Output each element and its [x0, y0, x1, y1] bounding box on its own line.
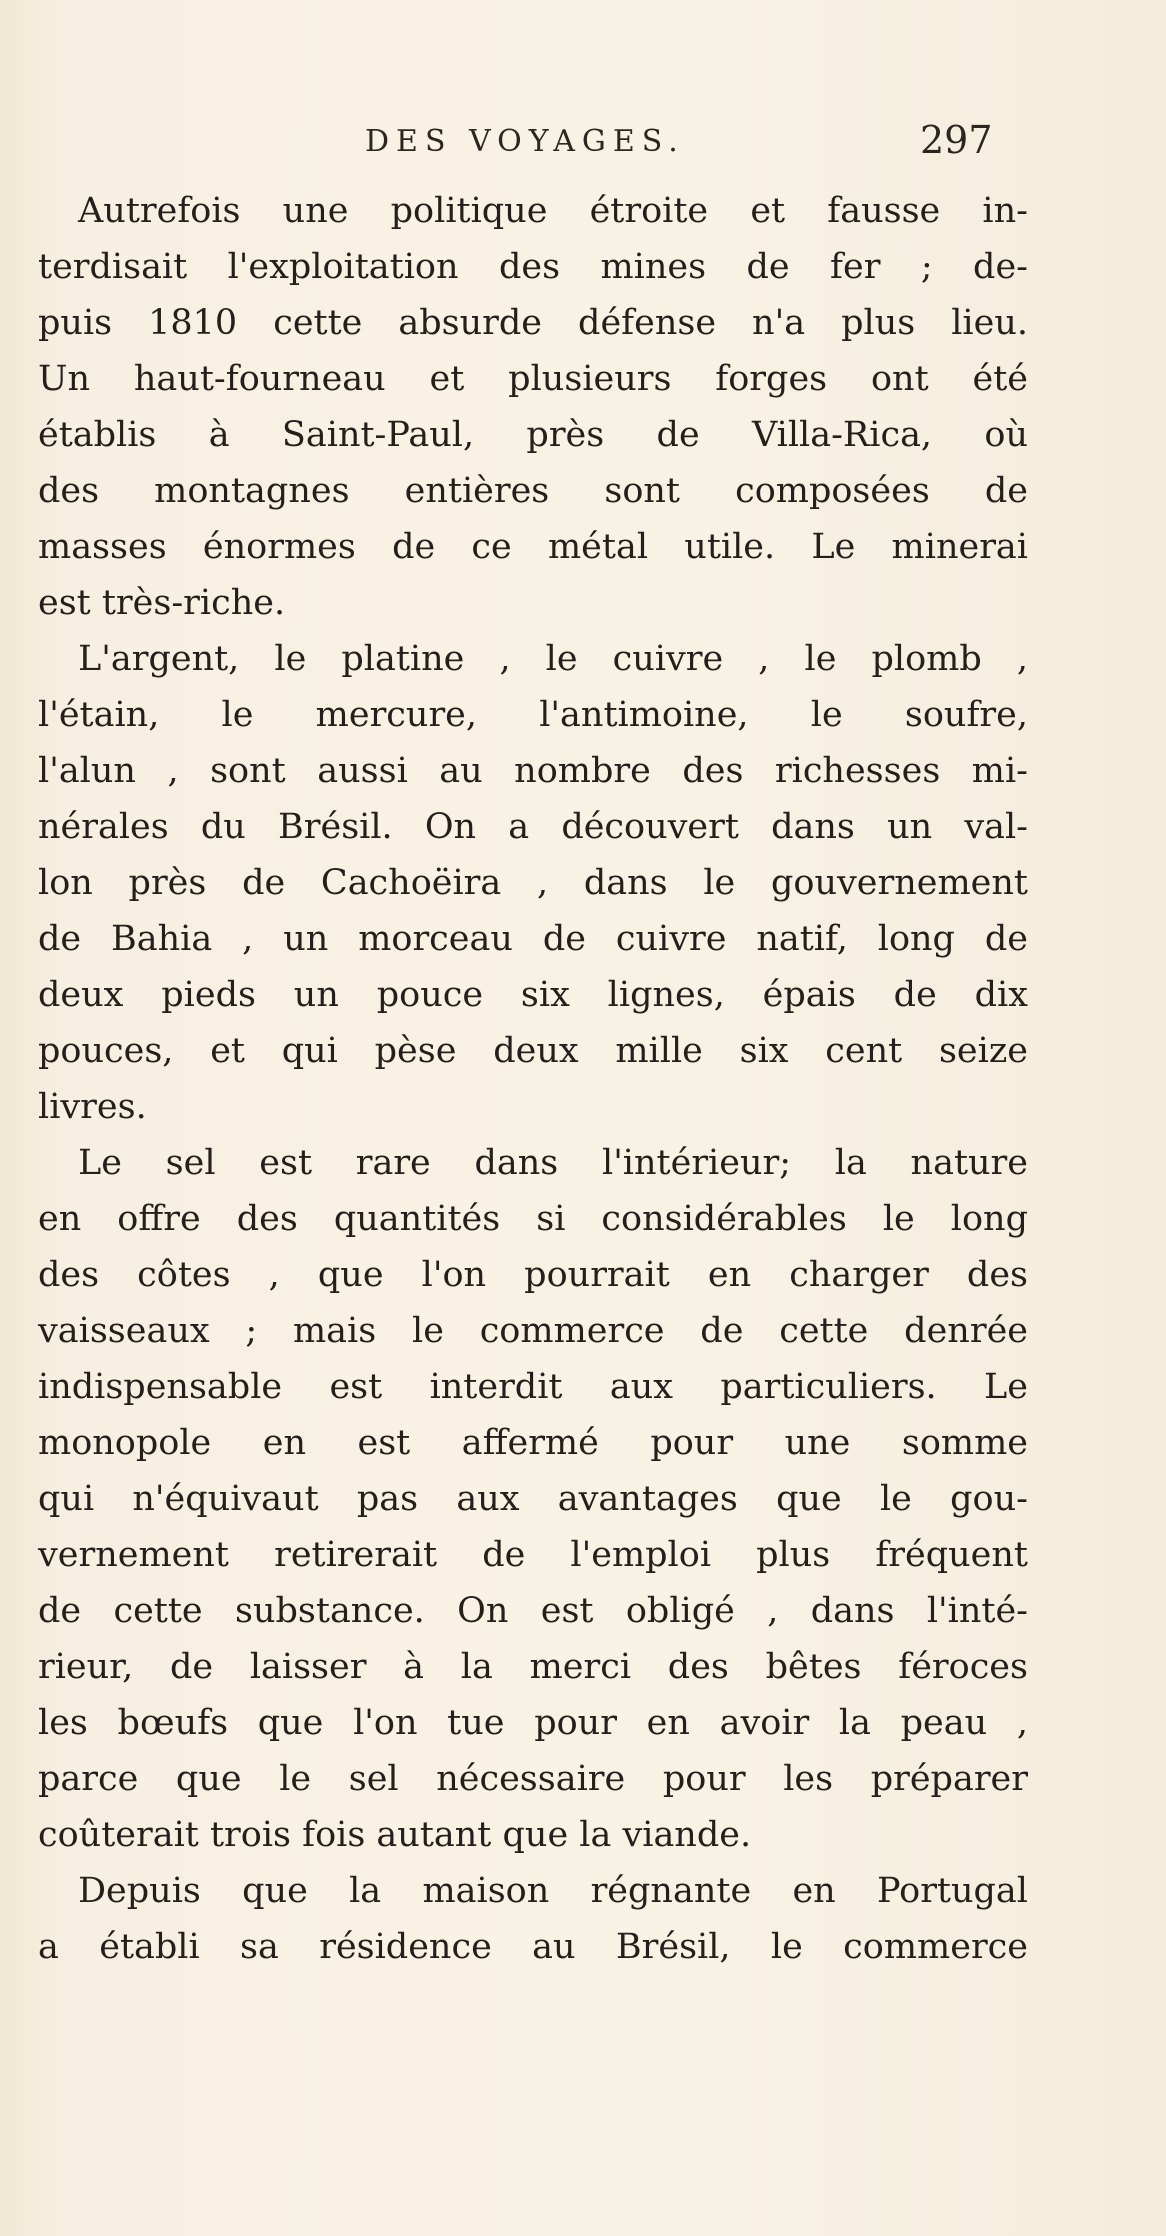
page-number: 297 [920, 118, 993, 162]
text-line: Depuis que la maison régnante en Portugal [78, 1871, 1028, 1911]
text-line: Autrefois une politique étroite et fausse in- [78, 191, 1028, 231]
text-line: a établi sa résidence au Brésil, le commerce [38, 1927, 1028, 1967]
text-line: l'étain, le mercure, l'antimoine, le soufre, [38, 695, 1028, 735]
text-line: terdisait l'exploitation des mines de fer ; de- [38, 247, 1028, 287]
text-line: vernement retirerait de l'emploi plus fréquent [38, 1535, 1028, 1575]
text-line: coûterait trois fois autant que la viande. [38, 1815, 752, 1855]
text-line: L'argent, le platine , le cuivre , le plomb , [78, 639, 1028, 679]
text-line: de cette substance. On est obligé , dans l'inté- [38, 1591, 1028, 1631]
text-line: Un haut-fourneau et plusieurs forges ont été [38, 359, 1028, 399]
paragraph [38, 1863, 1028, 1975]
paragraph [38, 1135, 1028, 1863]
body-text [38, 183, 1028, 1975]
text-line: indispensable est interdit aux particuliers. Le [38, 1367, 1028, 1407]
text-line: des montagnes entières sont composées de [38, 471, 1028, 511]
text-line: l'alun , sont aussi au nombre des richesses mi- [38, 751, 1028, 791]
text-line: des côtes , que l'on pourrait en charger des [38, 1255, 1028, 1295]
text-line: masses énormes de ce métal utile. Le minerai [38, 527, 1028, 567]
text-line: qui n'équivaut pas aux avantages que le gou- [38, 1479, 1028, 1519]
text-line: Le sel est rare dans l'intérieur; la nature [78, 1143, 1028, 1183]
text-line: deux pieds un pouce six lignes, épais de dix [38, 975, 1028, 1015]
text-line: pouces, et qui pèse deux mille six cent seize [38, 1031, 1028, 1071]
text-line: rieur, de laisser à la merci des bêtes féroces [38, 1647, 1028, 1687]
text-line: nérales du Brésil. On a découvert dans un val- [38, 807, 1028, 847]
paragraph [38, 183, 1028, 631]
text-line: lon près de Cachoëira , dans le gouvernement [38, 863, 1028, 903]
text-line: parce que le sel nécessaire pour les préparer [38, 1759, 1028, 1799]
paragraph [38, 631, 1028, 1135]
text-line: établis à Saint-Paul, près de Villa-Rica, où [38, 415, 1028, 455]
text-line: puis 1810 cette absurde défense n'a plus lieu. [38, 303, 1028, 343]
running-title: DES VOYAGES. [365, 124, 685, 159]
text-line: de Bahia , un morceau de cuivre natif, long de [38, 919, 1028, 959]
text-line: livres. [38, 1087, 147, 1127]
text-line: en offre des quantités si considérables le long [38, 1199, 1028, 1239]
page-header [0, 118, 1166, 184]
text-line: les bœufs que l'on tue pour en avoir la peau , [38, 1703, 1028, 1743]
text-line: monopole en est affermé pour une somme [38, 1423, 1028, 1463]
text-line: est très-riche. [38, 583, 286, 623]
text-line: vaisseaux ; mais le commerce de cette denrée [38, 1311, 1028, 1351]
